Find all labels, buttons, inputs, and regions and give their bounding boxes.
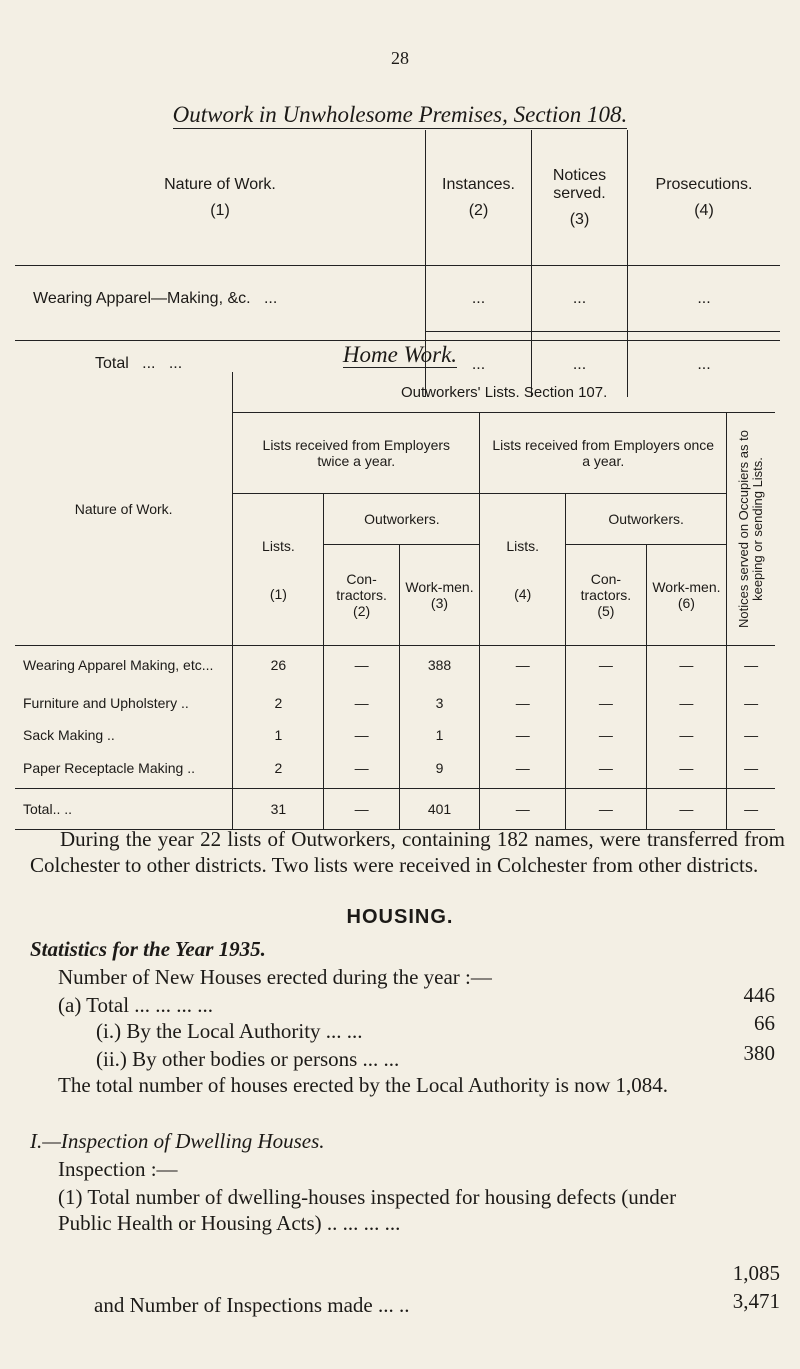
cell: —	[646, 684, 727, 722]
home-work-table	[15, 372, 775, 830]
cell: 2	[233, 684, 324, 722]
cell: ...	[426, 266, 532, 332]
cell: —	[727, 646, 775, 685]
cell: —	[566, 684, 647, 722]
row-label: Sack Making ..	[23, 727, 115, 743]
header-notices: Notices served. (3)	[532, 130, 628, 266]
row-label-wearing: Wearing Apparel—Making, &c. ...	[33, 289, 278, 307]
cell: 1	[233, 722, 324, 748]
header-notices-served: Notices served on Occupiers as to keeping or sending Lists.	[727, 413, 775, 646]
cell: —	[566, 789, 647, 830]
i-local-value: 66	[754, 1011, 775, 1035]
header-contractors-2: Con-tractors. (5)	[566, 545, 647, 646]
cell: —	[566, 748, 647, 789]
total-houses-paragraph: The total number of houses erected by the Local Authority is now 1,084.	[58, 1073, 669, 1097]
item1b-value: 3,471	[732, 1289, 780, 1313]
cell: —	[727, 748, 775, 789]
cell: ...	[426, 332, 532, 398]
cell: —	[480, 789, 566, 830]
cell: —	[480, 684, 566, 722]
item1b-text: and Number of Inspections made ... ..	[94, 1293, 410, 1317]
cell: 1	[399, 722, 480, 748]
inspection-heading: I.—Inspection of Dwelling Houses.	[30, 1129, 325, 1153]
cell: —	[727, 684, 775, 722]
header-outworkers-1: Outworkers.	[324, 494, 480, 545]
row-label-total: Total ... ...	[95, 355, 183, 373]
header-twice: Lists received from Employers twice a year.	[233, 413, 480, 494]
cell: —	[646, 748, 727, 789]
cell: ...	[532, 266, 628, 332]
header-lists-1: Lists. (1)	[233, 494, 324, 646]
section-title-outwork	[0, 102, 800, 128]
title-part-b: Section 108.	[513, 102, 628, 127]
cell: —	[480, 748, 566, 789]
cell: —	[324, 789, 399, 830]
i-local-line: (i.) By the Local Authority ... ...	[96, 1019, 363, 1043]
cell: —	[566, 722, 647, 748]
header-once: Lists received from Employers once a year.	[480, 413, 727, 494]
cell: —	[324, 722, 399, 748]
header-nature: Nature of Work. (1)	[15, 130, 426, 266]
header-outworkers-2: Outworkers.	[566, 494, 727, 545]
row-label-total: Total.. ..	[15, 789, 233, 830]
cell: —	[646, 722, 727, 748]
cell: 3	[399, 684, 480, 722]
header-lists-2: Lists. (4)	[480, 494, 566, 646]
header-contractors-1: Con-tractors. (2)	[324, 545, 399, 646]
ii-other-line: (ii.) By other bodies or persons ... ...	[96, 1047, 400, 1071]
item1-value: 1,085	[732, 1261, 780, 1285]
cell: 401	[399, 789, 480, 830]
cell: —	[727, 722, 775, 748]
cell: —	[566, 646, 647, 685]
cell: —	[480, 722, 566, 748]
row-label: Furniture and Upholstery ..	[23, 695, 189, 711]
a-total-line: (a) Total ... ... ... ...	[58, 993, 214, 1017]
header-workmen-2: Work-men. (6)	[646, 545, 727, 646]
header-workmen-1: Work-men. (3)	[399, 545, 480, 646]
title-part-a: Outwork in Unwholesome Premises,	[172, 102, 508, 127]
cell: —	[324, 684, 399, 722]
cell: 2	[233, 748, 324, 789]
cell: ...	[628, 266, 781, 332]
cell: 388	[399, 646, 480, 685]
cell: —	[480, 646, 566, 685]
item1-text: (1) Total number of dwelling-houses inspected for housing defects (under Public Health or Housing Acts) .. ... ... ...	[58, 1185, 677, 1235]
home-work-title: Home Work.	[342, 342, 458, 367]
divider	[15, 340, 780, 341]
a-total-value: 446	[743, 983, 775, 1007]
cell: —	[324, 748, 399, 789]
cell: 31	[233, 789, 324, 830]
cell: —	[646, 789, 727, 830]
new-houses-line: Number of New Houses erected during the year :—	[58, 965, 492, 989]
row-label: Wearing Apparel Making, etc...	[23, 657, 214, 673]
header-prosecutions: Prosecutions. (4)	[628, 130, 781, 266]
header-nature-of-work: Nature of Work.	[15, 372, 233, 646]
cell: ...	[532, 332, 628, 398]
cell: ...	[628, 332, 781, 398]
housing-heading: HOUSING.	[346, 906, 454, 928]
cell: —	[727, 789, 775, 830]
paragraph-transfers: During the year 22 lists of Outworkers, containing 182 names, were transferred from Colchester to other districts. Two lists were received in Colchester from other districts.	[30, 827, 785, 877]
inspection-label: Inspection :—	[58, 1157, 178, 1181]
header-outworkers-lists: Outworkers' Lists. Section 107.	[233, 372, 775, 413]
row-label: Paper Receptacle Making ..	[15, 748, 233, 789]
statistics-heading: Statistics for the Year 1935.	[30, 937, 266, 961]
cell: —	[324, 646, 399, 685]
cell: 9	[399, 748, 480, 789]
cell: 26	[233, 646, 324, 685]
header-instances: Instances. (2)	[426, 130, 532, 266]
ii-other-value: 380	[743, 1041, 775, 1065]
cell: —	[646, 646, 727, 685]
page-number: 28	[391, 48, 409, 68]
